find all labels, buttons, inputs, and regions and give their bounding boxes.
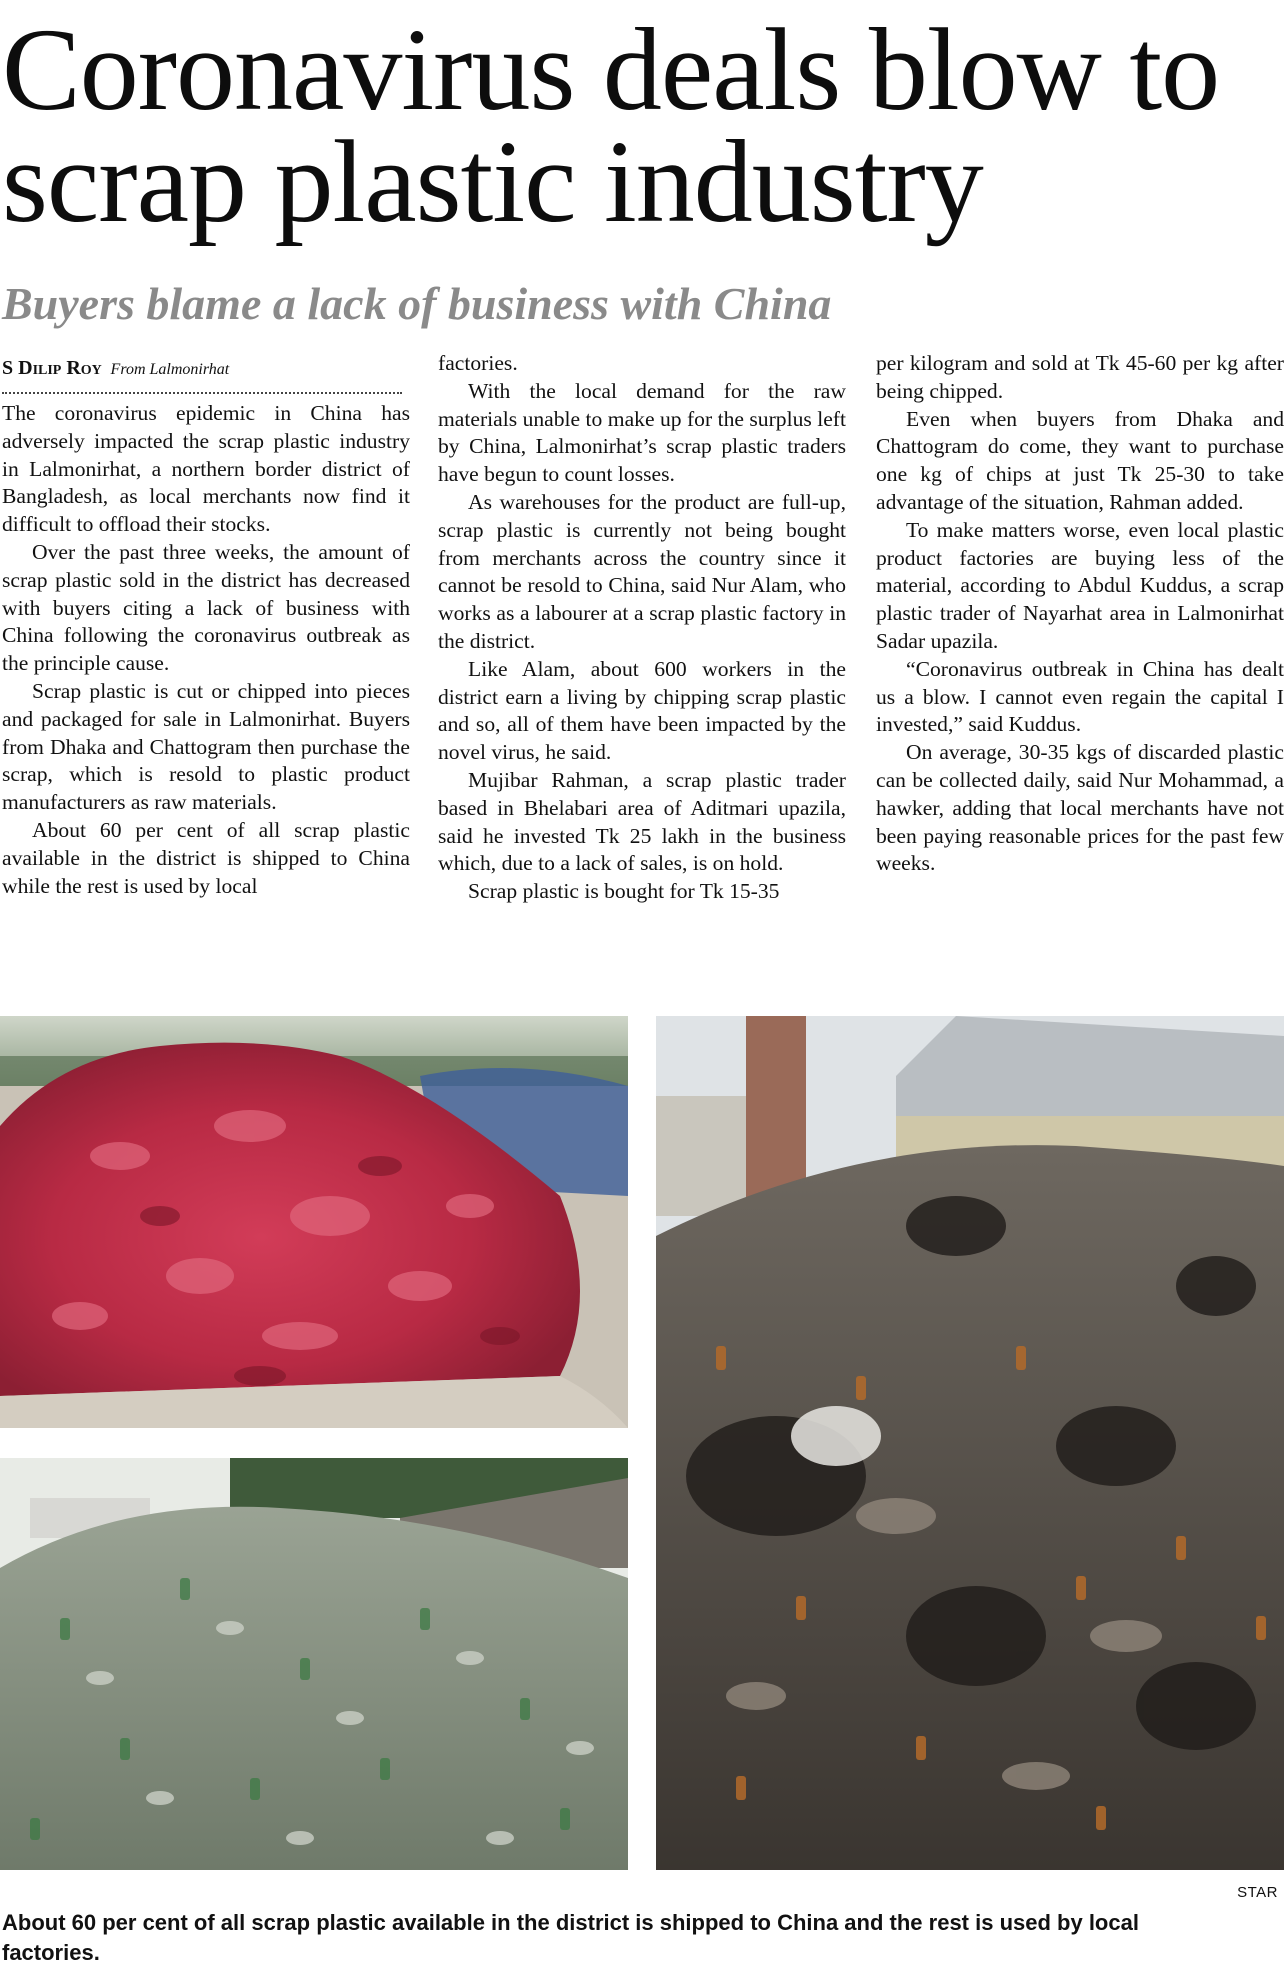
- paragraph-continued: factories.: [438, 351, 518, 375]
- subheadline: Buyers blame a lack of business with China: [2, 278, 832, 329]
- photo-bottle-pile-image: [0, 1458, 628, 1870]
- paragraph: On average, 30-35 kgs of discarded plastic can be collected daily, said Nur Mohammad, a hawker, adding that local merchants have not been paying reasonable prices for the past few weeks.: [876, 740, 1284, 876]
- paragraph: With the local demand for the raw materials unable to make up for the surplus left by China, Lalmonirhat’s scrap plastic traders have begun to count losses.: [438, 378, 846, 487]
- column-2: [438, 350, 846, 906]
- photo-bottle-pile: [0, 1458, 628, 1870]
- paragraph: To make matters worse, even local plastic product factories are buying less of the material, according to Abdul Kuddus, a scrap plastic trader of Nayarhat area in Lalmonirhat Sadar upazila.: [876, 517, 1284, 653]
- paragraph: The coronavirus epidemic in China has adversely impacted the scrap plastic industry in Lalmonirhat, a northern border district of Bangladesh, as local merchants now find it difficult to offload their stocks.: [2, 401, 410, 537]
- photo-mixed-scrap-image: [656, 1016, 1284, 1870]
- photo-credit: STAR: [1237, 1884, 1278, 1901]
- paragraph: Scrap plastic is bought for Tk 15-35: [468, 879, 780, 904]
- paragraph-continued: per kilogram and sold at Tk 45-60 per kg after being chipped.: [876, 351, 1284, 403]
- paragraph: About 60 per cent of all scrap plastic available in the district is shipped to China while the rest is used by local: [2, 817, 410, 898]
- photo-caption: About 60 per cent of all scrap plastic available in the district is shipped to China and the rest is used by local factories.: [2, 1910, 1139, 1965]
- photo-red-plastic-pile: [0, 1016, 628, 1428]
- column-1: [2, 356, 410, 900]
- paragraph: Scrap plastic is cut or chipped into pieces and packaged for sale in Lalmonirhat. Buyers from Dhaka and Chattogram then purchase the scrap, which is resold to plastic product manufacturers as raw materials.: [2, 678, 410, 815]
- byline-location: From Lalmonirhat: [110, 361, 230, 378]
- paragraph: “Coronavirus outbreak in China has dealt us a blow. I cannot even regain the capital I invested,” said Kuddus.: [876, 656, 1284, 737]
- photo-red-plastic-image: [0, 1016, 628, 1428]
- paragraph: Mujibar Rahman, a scrap plastic trader based in Bhelabari area of Aditmari upazila, said he invested Tk 25 lakh in the business which, due to a lack of sales, is on hold.: [438, 767, 846, 876]
- paragraph: Even when buyers from Dhaka and Chattogram do come, they want to purchase one kg of chips at just Tk 25-30 to take advantage of the situation, Rahman added.: [876, 406, 1284, 514]
- paragraph: Like Alam, about 600 workers in the district earn a living by chipping scrap plastic and so, all of them have been impacted by the novel virus, he said.: [438, 656, 846, 765]
- paragraph: As warehouses for the product are full-up, scrap plastic is currently not being bought from merchants across the country since it cannot be resold to China, said Nur Alam, who works as a labourer at a scrap plastic factory in the district.: [438, 489, 846, 653]
- byline-divider: [2, 388, 402, 394]
- paragraph: Over the past three weeks, the amount of scrap plastic sold in the district has decreased with buyers citing a lack of business with China following the coronavirus outbreak as the principle cause.: [2, 539, 410, 676]
- headline: Coronavirus deals blow to scrap plastic industry: [2, 4, 1220, 247]
- photo-mixed-scrap-yard: [656, 1016, 1284, 1870]
- byline-name: S Dilip Roy: [2, 357, 102, 379]
- column-3: [876, 350, 1284, 878]
- byline: [2, 356, 410, 382]
